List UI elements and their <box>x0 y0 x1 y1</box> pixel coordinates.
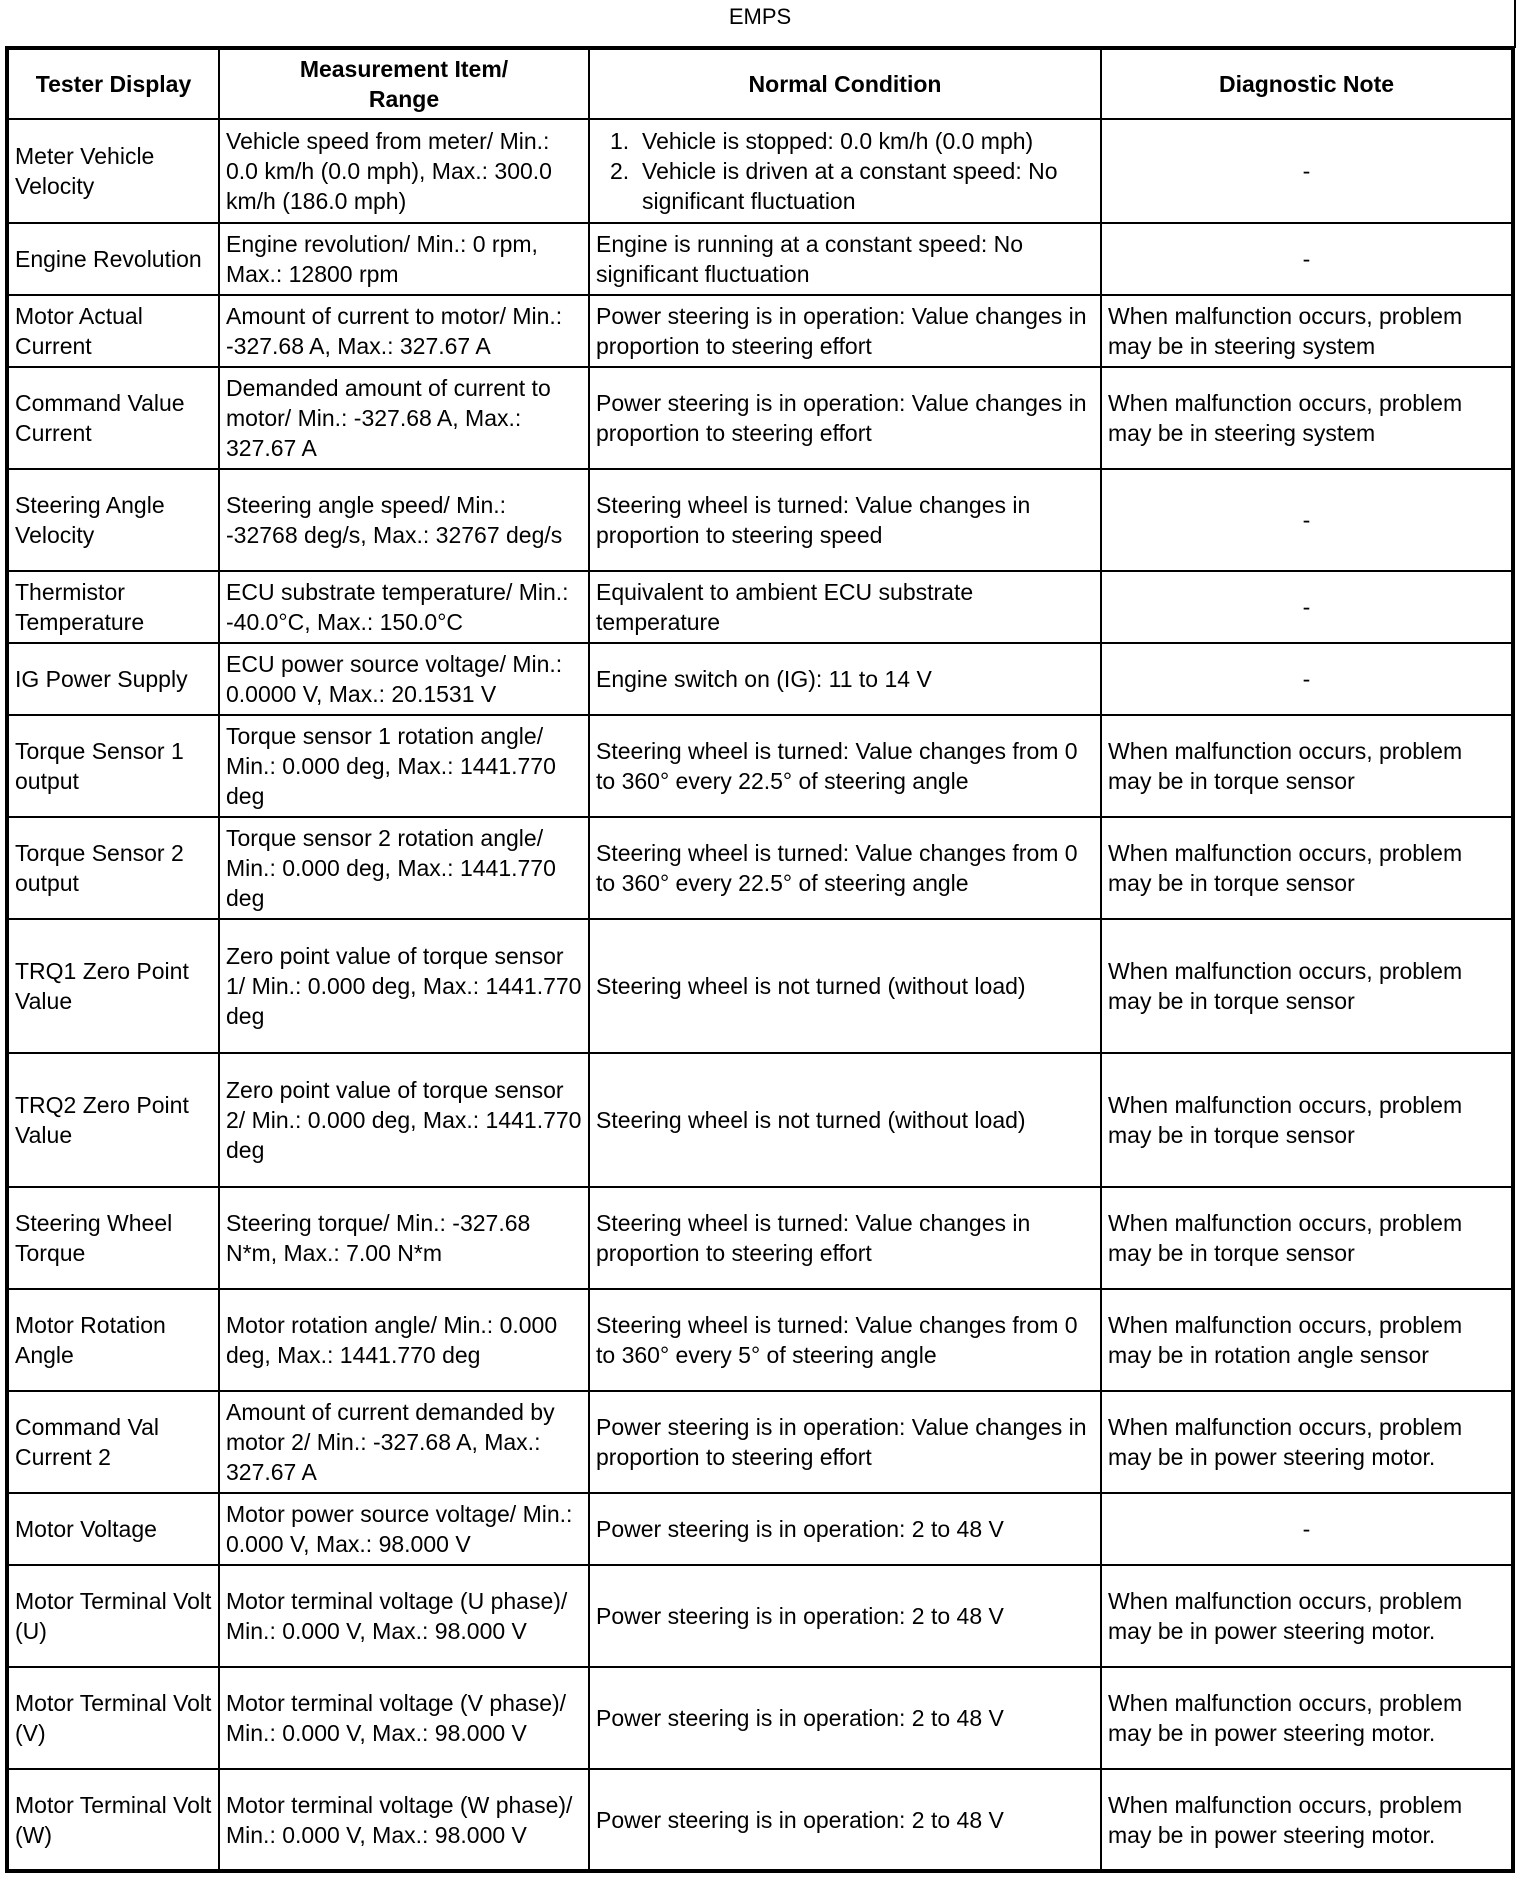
cell-measurement-item: ECU substrate temperature/ Min.: -40.0°C, Max.: 150.0°C <box>219 571 589 643</box>
normal-condition-list <box>596 126 1094 216</box>
header-measurement-line1: Measurement Item/ <box>299 56 509 82</box>
cell-normal-condition: Steering wheel is not turned (without load) <box>589 1053 1101 1187</box>
cell-tester-display: Command Val Current 2 <box>7 1391 219 1493</box>
cell-measurement-item: Demanded amount of current to motor/ Min.: -327.68 A, Max.: 327.67 A <box>219 367 589 469</box>
table-row <box>7 1053 1513 1187</box>
cell-measurement-item: Zero point value of torque sensor 2/ Min.: 0.000 deg, Max.: 1441.770 deg <box>219 1053 589 1187</box>
cell-measurement-item: Motor terminal voltage (W phase)/ Min.: 0.000 V, Max.: 98.000 V <box>219 1769 589 1871</box>
cell-diagnostic-note: When malfunction occurs, problem may be in steering system <box>1101 295 1513 367</box>
cell-normal-condition: Power steering is in operation: Value changes in proportion to steering effort <box>589 1391 1101 1493</box>
cell-diagnostic-note: When malfunction occurs, problem may be in torque sensor <box>1101 1053 1513 1187</box>
cell-measurement-item: Motor terminal voltage (U phase)/ Min.: 0.000 V, Max.: 98.000 V <box>219 1565 589 1667</box>
cell-diagnostic-note: - <box>1101 469 1513 571</box>
list-item-text: Vehicle is stopped: 0.0 km/h (0.0 mph) <box>642 128 1034 154</box>
table-row <box>7 715 1513 817</box>
normal-condition-list-item <box>596 126 1094 156</box>
cell-tester-display: Engine Revolution <box>7 223 219 295</box>
cell-diagnostic-note: When malfunction occurs, problem may be in power steering motor. <box>1101 1769 1513 1871</box>
cell-measurement-item: Motor rotation angle/ Min.: 0.000 deg, Max.: 1441.770 deg <box>219 1289 589 1391</box>
cell-normal-condition: Steering wheel is turned: Value changes from 0 to 360° every 22.5° of steering angle <box>589 817 1101 919</box>
normal-condition-list-item <box>596 156 1094 216</box>
table-row <box>7 295 1513 367</box>
header-normal-condition: Normal Condition <box>589 48 1101 119</box>
list-number: 2. <box>610 158 630 184</box>
cell-normal-condition: Engine is running at a constant speed: No significant fluctuation <box>589 223 1101 295</box>
cell-normal-condition: Power steering is in operation: Value changes in proportion to steering effort <box>589 367 1101 469</box>
cell-tester-display: TRQ2 Zero Point Value <box>7 1053 219 1187</box>
cell-measurement-item: Steering torque/ Min.: -327.68 N*m, Max.: 7.00 N*m <box>219 1187 589 1289</box>
header-tester-display: Tester Display <box>7 48 219 119</box>
header-measurement-item <box>219 48 589 119</box>
cell-tester-display: Steering Angle Velocity <box>7 469 219 571</box>
table-row <box>7 919 1513 1053</box>
cell-diagnostic-note: - <box>1101 1493 1513 1565</box>
table-row <box>7 367 1513 469</box>
header-measurement-line2: Range <box>368 86 440 112</box>
cell-diagnostic-note: When malfunction occurs, problem may be in torque sensor <box>1101 817 1513 919</box>
cell-tester-display: Motor Terminal Volt (U) <box>7 1565 219 1667</box>
cell-tester-display: Motor Actual Current <box>7 295 219 367</box>
cell-diagnostic-note: When malfunction occurs, problem may be in rotation angle sensor <box>1101 1289 1513 1391</box>
cell-diagnostic-note: When malfunction occurs, problem may be in torque sensor <box>1101 1187 1513 1289</box>
cell-normal-condition: Steering wheel is turned: Value changes in proportion to steering speed <box>589 469 1101 571</box>
header-row <box>7 48 1513 119</box>
cell-normal-condition: Steering wheel is turned: Value changes from 0 to 360° every 22.5° of steering angle <box>589 715 1101 817</box>
cell-tester-display: Motor Terminal Volt (V) <box>7 1667 219 1769</box>
cell-tester-display: IG Power Supply <box>7 643 219 715</box>
table-row <box>7 1289 1513 1391</box>
cell-tester-display: Torque Sensor 1 output <box>7 715 219 817</box>
table-row <box>7 469 1513 571</box>
list-item-text: Vehicle is driven at a constant speed: No significant fluctuation <box>642 158 1058 214</box>
cell-normal-condition: Equivalent to ambient ECU substrate temperature <box>589 571 1101 643</box>
cell-tester-display: Motor Rotation Angle <box>7 1289 219 1391</box>
cell-measurement-item: Vehicle speed from meter/ Min.: 0.0 km/h (0.0 mph), Max.: 300.0 km/h (186.0 mph) <box>219 119 589 223</box>
table-row <box>7 223 1513 295</box>
cell-tester-display: Motor Terminal Volt (W) <box>7 1769 219 1871</box>
cell-tester-display: Torque Sensor 2 output <box>7 817 219 919</box>
cell-tester-display: Command Value Current <box>7 367 219 469</box>
cell-diagnostic-note: - <box>1101 643 1513 715</box>
table-row <box>7 1667 1513 1769</box>
cell-diagnostic-note: When malfunction occurs, problem may be in power steering motor. <box>1101 1565 1513 1667</box>
table-row <box>7 1493 1513 1565</box>
table-row <box>7 1565 1513 1667</box>
table-row <box>7 643 1513 715</box>
cell-normal-condition: Steering wheel is turned: Value changes from 0 to 360° every 5° of steering angle <box>589 1289 1101 1391</box>
cell-measurement-item: Steering angle speed/ Min.: -32768 deg/s, Max.: 32767 deg/s <box>219 469 589 571</box>
cell-measurement-item: Amount of current to motor/ Min.: -327.68 A, Max.: 327.67 A <box>219 295 589 367</box>
cell-normal-condition: Power steering is in operation: 2 to 48 V <box>589 1493 1101 1565</box>
page-edge-rule <box>1514 0 1516 48</box>
cell-normal-condition: Power steering is in operation: 2 to 48 V <box>589 1565 1101 1667</box>
cell-diagnostic-note: - <box>1101 119 1513 223</box>
cell-normal-condition: Engine switch on (IG): 11 to 14 V <box>589 643 1101 715</box>
cell-diagnostic-note: When malfunction occurs, problem may be in power steering motor. <box>1101 1667 1513 1769</box>
cell-normal-condition: Steering wheel is turned: Value changes in proportion to steering effort <box>589 1187 1101 1289</box>
cell-diagnostic-note: - <box>1101 571 1513 643</box>
table-body <box>7 119 1513 1871</box>
table-row <box>7 1391 1513 1493</box>
cell-measurement-item: Amount of current demanded by motor 2/ Min.: -327.68 A, Max.: 327.67 A <box>219 1391 589 1493</box>
cell-normal-condition: Steering wheel is not turned (without load) <box>589 919 1101 1053</box>
emps-data-list-table <box>5 46 1515 1873</box>
cell-tester-display: Motor Voltage <box>7 1493 219 1565</box>
cell-normal-condition <box>589 119 1101 223</box>
table-row <box>7 1187 1513 1289</box>
page-title: EMPS <box>728 4 792 29</box>
table-row <box>7 571 1513 643</box>
table-row <box>7 119 1513 223</box>
cell-measurement-item: ECU power source voltage/ Min.: 0.0000 V, Max.: 20.1531 V <box>219 643 589 715</box>
cell-measurement-item: Torque sensor 2 rotation angle/ Min.: 0.000 deg, Max.: 1441.770 deg <box>219 817 589 919</box>
cell-diagnostic-note: When malfunction occurs, problem may be in torque sensor <box>1101 715 1513 817</box>
table-row <box>7 817 1513 919</box>
cell-measurement-item: Motor terminal voltage (V phase)/ Min.: 0.000 V, Max.: 98.000 V <box>219 1667 589 1769</box>
cell-normal-condition: Power steering is in operation: 2 to 48 V <box>589 1769 1101 1871</box>
cell-tester-display: Thermistor Temperature <box>7 571 219 643</box>
header-diagnostic-note: Diagnostic Note <box>1101 48 1513 119</box>
cell-measurement-item: Torque sensor 1 rotation angle/ Min.: 0.000 deg, Max.: 1441.770 deg <box>219 715 589 817</box>
cell-tester-display: Steering Wheel Torque <box>7 1187 219 1289</box>
cell-diagnostic-note: When malfunction occurs, problem may be in power steering motor. <box>1101 1391 1513 1493</box>
table-row <box>7 1769 1513 1871</box>
cell-measurement-item: Zero point value of torque sensor 1/ Min.: 0.000 deg, Max.: 1441.770 deg <box>219 919 589 1053</box>
cell-measurement-item: Motor power source voltage/ Min.: 0.000 V, Max.: 98.000 V <box>219 1493 589 1565</box>
cell-diagnostic-note: When malfunction occurs, problem may be in torque sensor <box>1101 919 1513 1053</box>
cell-tester-display: TRQ1 Zero Point Value <box>7 919 219 1053</box>
cell-diagnostic-note: - <box>1101 223 1513 295</box>
cell-tester-display: Meter Vehicle Velocity <box>7 119 219 223</box>
cell-normal-condition: Power steering is in operation: Value changes in proportion to steering effort <box>589 295 1101 367</box>
cell-normal-condition: Power steering is in operation: 2 to 48 V <box>589 1667 1101 1769</box>
list-number: 1. <box>610 128 630 154</box>
cell-measurement-item: Engine revolution/ Min.: 0 rpm, Max.: 12800 rpm <box>219 223 589 295</box>
cell-diagnostic-note: When malfunction occurs, problem may be in steering system <box>1101 367 1513 469</box>
